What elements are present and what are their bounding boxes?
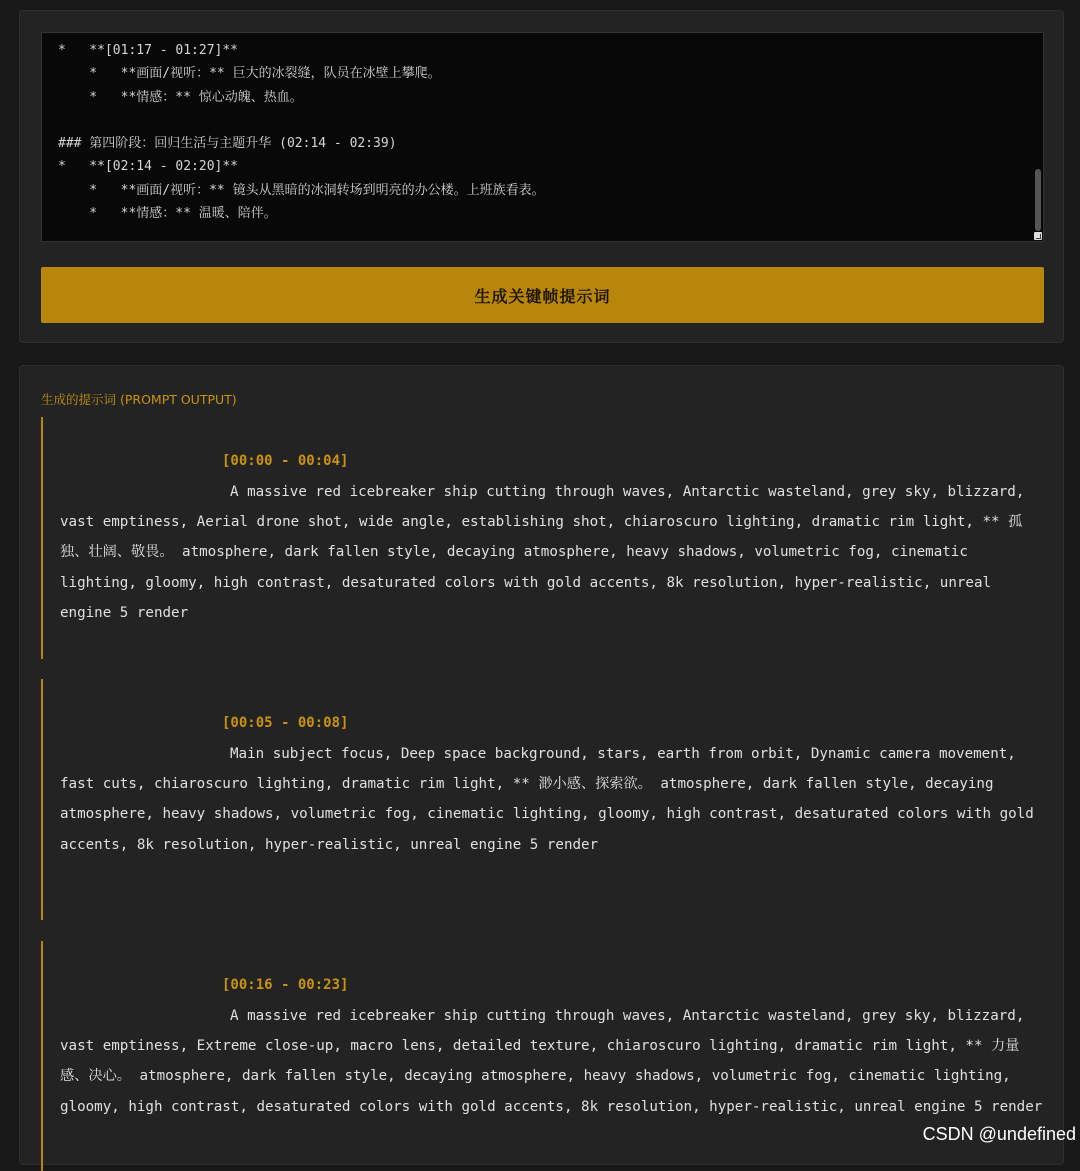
resize-handle-icon[interactable] xyxy=(1034,232,1042,240)
prompt-entry xyxy=(41,417,1041,659)
prompt-entry-text: Main subject focus, Deep space background, stars, earth from orbit, Dynamic camera movement, fast cuts, chiaroscuro lighting, dramatic rim light, ** 渺小感、探索欲。 atmosphere, dark fallen style, decaying atmosphere, heavy shadows, volumetric fog, cinematic lighting, gloomy, high contrast, desaturated colors with gold accents, 8k resolution, hyper-realistic, unreal engine 5 render xyxy=(60,739,1045,860)
script-editor[interactable] xyxy=(41,32,1044,242)
prompt-entry-timestamp: [00:05 - 00:08] xyxy=(222,715,348,731)
prompt-entry xyxy=(41,679,1041,920)
prompt-entry-timestamp: [00:16 - 00:23] xyxy=(222,977,348,993)
generate-keyframe-prompts-button[interactable]: 生成关键帧提示词 xyxy=(41,267,1044,323)
script-editor-scrollbar[interactable] xyxy=(1035,169,1041,231)
prompt-entry-text: A massive red icebreaker ship cutting through waves, Antarctic wasteland, grey sky, blizzard, vast emptiness, Extreme close-up, macro lens, detailed texture, chiaroscuro lighting, dramatic rim light, ** 力量感、决心。 atmosphere, dark fallen style, decaying atmosphere, heavy shadows, volumetric fog, cinematic lighting, gloomy, high contrast, desaturated colors with gold accents, 8k resolution, hyper-realistic, unreal engine 5 render xyxy=(60,1001,1045,1122)
prompt-entry-text: A massive red icebreaker ship cutting through waves, Antarctic wasteland, grey sky, blizzard, vast emptiness, Aerial drone shot, wide angle, establishing shot, chiaroscuro lighting, dramatic rim light, ** 孤独、壮阔、敬畏。 atmosphere, dark fallen style, decaying atmosphere, heavy shadows, volumetric fog, cinematic lighting, gloomy, high contrast, desaturated colors with gold accents, 8k resolution, hyper-realistic, unreal engine 5 render xyxy=(60,477,1045,628)
prompt-output-panel xyxy=(19,365,1064,1165)
script-panel xyxy=(19,10,1064,343)
prompt-entry xyxy=(41,941,1041,1171)
script-editor-text[interactable]: * **[01:17 - 01:27]** * **画面/视听：** 巨大的冰裂缝，队员在冰壁上攀爬。 * **情感：** 惊心动魄、热血。 ### 第四阶段：回归生活与主题升华 (02:14 - 02:39) * **[02:14 - 02:20]** * **画面/视听：** 镜头从黑暗的冰洞转场到明亮的办公楼。上班族看表。 * **情感：** 温暖、陪伴。 xyxy=(58,39,545,225)
csdn-watermark: CSDN @undefined xyxy=(923,1124,1076,1145)
output-section-label: 生成的提示词 (PROMPT OUTPUT) xyxy=(41,390,237,408)
prompt-entry-timestamp: [00:00 - 00:04] xyxy=(222,453,348,469)
